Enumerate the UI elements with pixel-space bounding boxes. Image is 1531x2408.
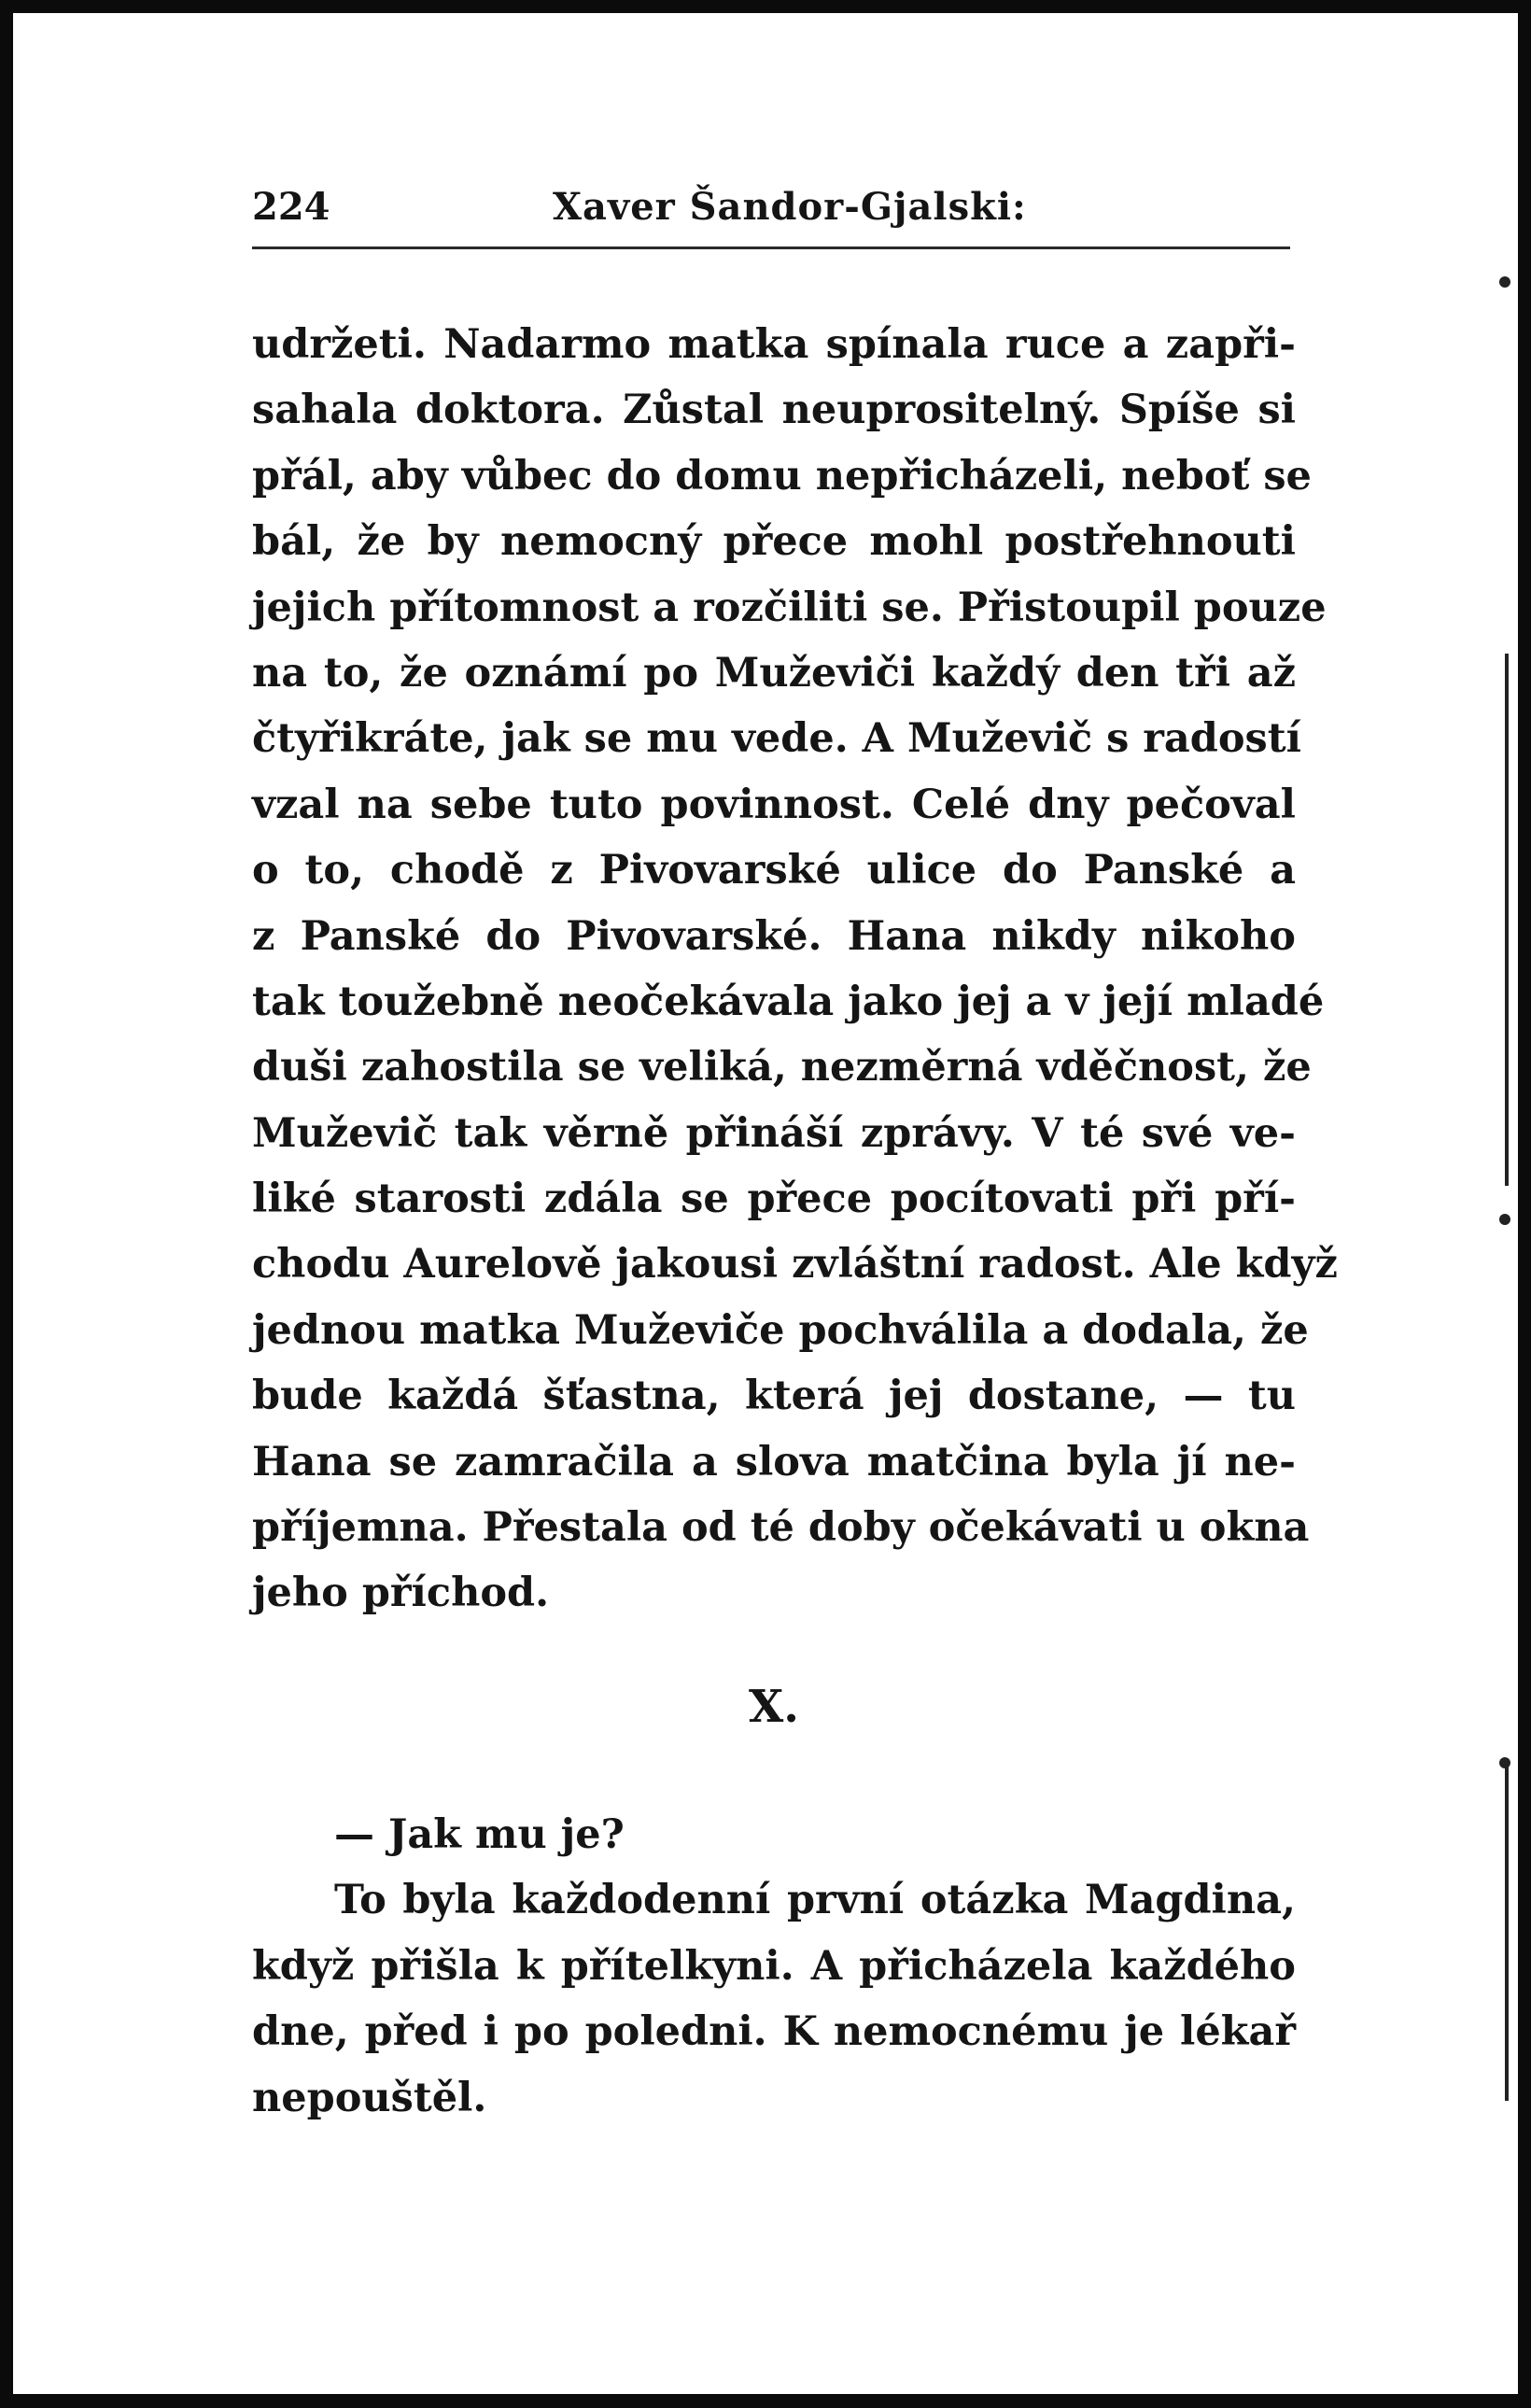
text-line: vzal na sebe tuto povinnost. Celé dny pečoval xyxy=(252,781,1296,828)
scan-speck xyxy=(1499,1757,1510,1768)
running-title: Xaver Šandor-Gjalski: xyxy=(553,185,1027,229)
text-line: To byla každodenní první otázka Magdina, xyxy=(334,1877,1296,1924)
page-header xyxy=(252,185,1286,241)
text-line: bál, že by nemocný přece mohl postřehnouti xyxy=(252,518,1296,566)
section-heading: X. xyxy=(749,1681,799,1733)
text-line: tak toužebně neočekávala jako jej a v její mladé xyxy=(252,978,1325,1025)
text-line: čtyřikráte, jak se mu vede. A Muževič s radostí xyxy=(252,715,1301,763)
text-line: bude každá šťastna, která jej dostane, — tu xyxy=(252,1373,1296,1420)
text-line: sahala doktora. Zůstal neuprositelný. Spíše si xyxy=(252,387,1296,434)
page-number: 224 xyxy=(252,185,330,229)
dialogue-line: — Jak mu je? xyxy=(334,1811,625,1858)
text-line: Hana se zamračila a slova matčina byla jí ne- xyxy=(252,1438,1296,1486)
text-line: duši zahostila se veliká, nezměrná vděčnost, že xyxy=(252,1044,1312,1091)
text-line: dne, před i po poledni. K nemocnému je lékař xyxy=(252,2008,1296,2056)
scan-speck xyxy=(1499,276,1510,288)
text-line: jeho příchod. xyxy=(252,1570,550,1617)
scan-edge-mark xyxy=(1505,654,1509,1186)
scan-speck xyxy=(1499,1214,1510,1225)
text-line: jednou matka Muževiče pochválila a dodala, že xyxy=(252,1306,1309,1354)
text-line: udržeti. Nadarmo matka spínala ruce a zapři- xyxy=(252,321,1296,368)
text-line: příjemna. Přestala od té doby očekávati u okna xyxy=(252,1504,1310,1552)
text-line: přál, aby vůbec do domu nepřicházeli, neboť se xyxy=(252,452,1312,500)
text-line: o to, chodě z Pivovarské ulice do Panské a xyxy=(252,847,1296,894)
text-line: jejich přítomnost a rozčiliti se. Přistoupil pouze xyxy=(252,584,1327,631)
scan-edge-mark xyxy=(1505,1765,1509,2101)
text-line: nepouštěl. xyxy=(252,2074,487,2121)
text-line: na to, že oznámí po Muževiči každý den tři až xyxy=(252,649,1296,697)
paragraph-1 xyxy=(252,312,1338,1626)
text-line: Muževič tak věrně přináší zprávy. V té své ve- xyxy=(252,1109,1296,1157)
text-line: když přišla k přítelkyni. A přicházela každého xyxy=(252,1942,1296,1990)
paragraph-2 xyxy=(252,1802,1296,2131)
text-line: liké starosti zdála se přece pocítovati při pří- xyxy=(252,1176,1296,1223)
header-rule xyxy=(252,246,1290,249)
text-line: chodu Aurelově jakousi zvláštní radost. Ale když xyxy=(252,1241,1338,1288)
text-line: z Panské do Pivovarské. Hana nikdy nikoho xyxy=(252,912,1296,960)
